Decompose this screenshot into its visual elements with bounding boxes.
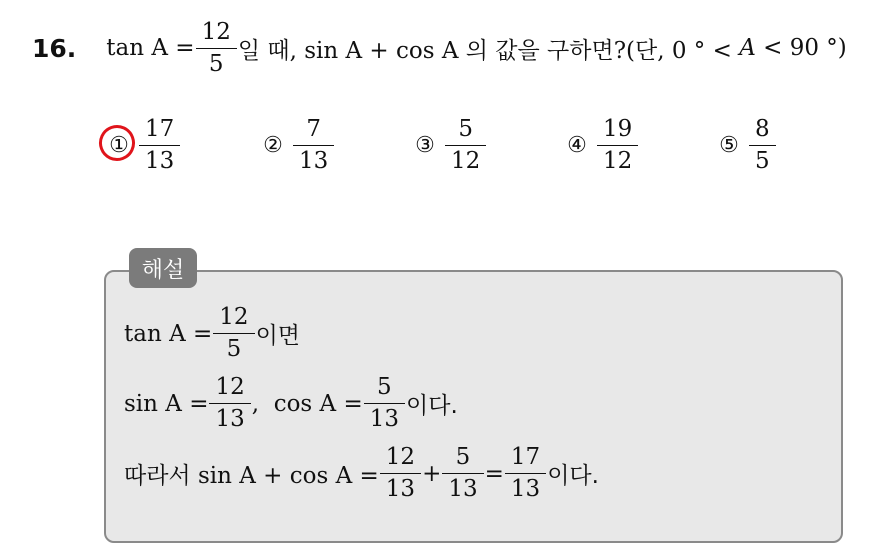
fraction-numerator: 5: [377, 374, 392, 400]
fraction-denominator: 13: [505, 473, 546, 501]
solution-fraction: [212, 376, 247, 431]
solution-fraction: [445, 446, 480, 501]
selected-circle-icon: [94, 120, 140, 166]
solution-fraction: [508, 446, 543, 501]
fraction-denominator: 13: [209, 403, 250, 431]
fraction-denominator: 13: [364, 403, 405, 431]
choice-fraction: [600, 118, 635, 173]
question-fraction: [199, 18, 234, 77]
fraction-denominator: 13: [380, 473, 421, 501]
fraction-numerator: 12: [385, 444, 416, 470]
solution-line-3: [124, 446, 599, 501]
choice-number: ③: [415, 133, 435, 158]
question-variable: A: [739, 35, 756, 61]
choice-fraction: [296, 118, 331, 173]
choice-number: ②: [263, 133, 283, 158]
fraction-numerator: 12: [215, 374, 245, 400]
fraction-denominator: 5: [196, 48, 237, 76]
equation-text: 따라서 sin A + cos A =: [124, 463, 379, 489]
choice-1[interactable]: [108, 118, 181, 173]
equation-text: tan A =: [124, 320, 213, 347]
fraction-denominator: 13: [139, 145, 180, 173]
fraction-numerator: 8: [755, 116, 770, 142]
fraction-numerator: 5: [458, 116, 473, 142]
choice-fraction: [752, 118, 773, 173]
question-text-end: < 90 °): [763, 35, 847, 61]
fraction-denominator: 13: [442, 473, 483, 501]
equation-text: 이다.: [547, 463, 599, 489]
solution-fraction: [367, 376, 402, 431]
choice-number: ①: [108, 133, 130, 158]
choice-number: ④: [567, 133, 587, 158]
solution-line-1: [124, 306, 300, 361]
fraction-denominator: 13: [293, 145, 334, 173]
fraction-denominator: 12: [597, 145, 638, 173]
choice-number: ⑤: [719, 133, 739, 158]
question-number: 16.: [32, 33, 77, 63]
equation-text: , cos A =: [251, 390, 363, 417]
fraction-numerator: 17: [145, 116, 175, 142]
equation-text: sin A =: [124, 390, 209, 417]
choice-4[interactable]: [566, 118, 639, 173]
fraction-numerator: 17: [510, 444, 541, 470]
equation-operator: +: [422, 460, 442, 487]
fraction-denominator: 5: [749, 145, 776, 173]
question-text: 일 때, sin A + cos A 의 값을 구하면?(단, 0 ° <: [237, 37, 732, 64]
question-lhs: tan A =: [106, 35, 195, 61]
equation-operator: =: [484, 460, 504, 487]
solution-fraction: [383, 446, 418, 501]
fraction-denominator: 12: [445, 145, 486, 173]
choice-fraction: [142, 118, 177, 173]
solution-fraction: [216, 306, 251, 361]
fraction-numerator: 12: [219, 304, 249, 330]
fraction-denominator: 5: [213, 333, 254, 361]
equation-text: 이다.: [406, 393, 458, 419]
choice-fraction: [448, 118, 483, 173]
choice-2[interactable]: [262, 118, 335, 173]
fraction-numerator: 7: [306, 116, 321, 142]
question: [32, 18, 847, 78]
equation-text: 이면: [255, 323, 300, 349]
fraction-numerator: 19: [603, 116, 633, 142]
fraction-numerator: 12: [201, 18, 231, 45]
solution-line-2: [124, 376, 458, 431]
solution-label: 해설: [129, 248, 197, 288]
choice-3[interactable]: [414, 118, 487, 173]
fraction-numerator: 5: [455, 444, 471, 470]
choice-5[interactable]: [718, 118, 777, 173]
